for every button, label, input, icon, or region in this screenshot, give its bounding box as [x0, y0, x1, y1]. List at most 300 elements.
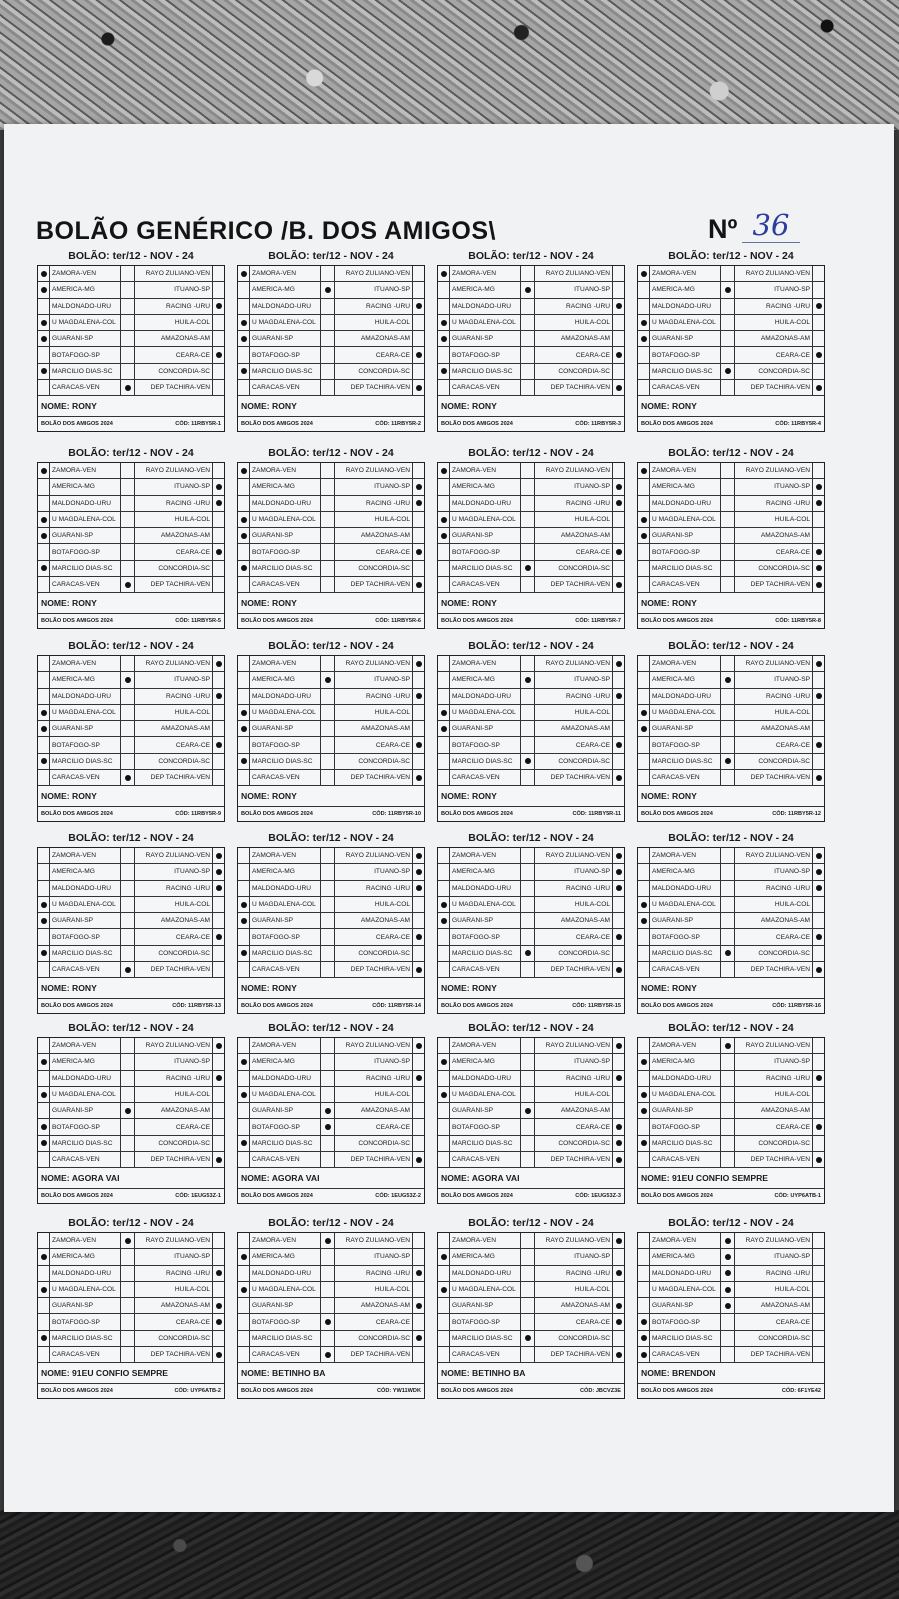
pick-away-cell[interactable] [213, 561, 224, 576]
pick-home-cell[interactable] [238, 266, 249, 281]
pick-draw-cell[interactable] [721, 721, 735, 736]
pick-home-cell[interactable] [238, 770, 249, 785]
pick-home-cell[interactable] [238, 544, 249, 559]
pick-draw-cell[interactable] [321, 315, 335, 330]
pick-away-cell[interactable] [613, 463, 624, 478]
pick-draw-cell[interactable] [321, 561, 335, 576]
pick-home-cell[interactable] [638, 1298, 649, 1313]
pick-away-cell[interactable] [213, 1054, 224, 1069]
pick-away-cell[interactable] [413, 770, 424, 785]
pick-away-cell[interactable] [613, 1331, 624, 1346]
pick-home-cell[interactable] [38, 1119, 49, 1134]
pick-home-cell[interactable] [238, 1266, 249, 1281]
pick-draw-cell[interactable] [121, 946, 135, 961]
pick-away-cell[interactable] [213, 962, 224, 977]
pick-away-cell[interactable] [613, 1152, 624, 1167]
pick-draw-cell[interactable] [121, 737, 135, 752]
pick-away-cell[interactable] [213, 721, 224, 736]
pick-home-cell[interactable] [438, 737, 449, 752]
pick-draw-cell[interactable] [521, 656, 535, 671]
pick-home-cell[interactable] [438, 1071, 449, 1086]
pick-home-cell[interactable] [438, 689, 449, 704]
pick-draw-cell[interactable] [721, 1298, 735, 1313]
pick-draw-cell[interactable] [521, 282, 535, 297]
pick-home-cell[interactable] [38, 672, 49, 687]
pick-draw-cell[interactable] [321, 1314, 335, 1329]
pick-away-cell[interactable] [413, 479, 424, 494]
pick-home-cell[interactable] [438, 1266, 449, 1281]
pick-draw-cell[interactable] [121, 1119, 135, 1134]
pick-home-cell[interactable] [238, 721, 249, 736]
pick-away-cell[interactable] [213, 864, 224, 879]
pick-away-cell[interactable] [213, 299, 224, 314]
pick-draw-cell[interactable] [521, 299, 535, 314]
pick-away-cell[interactable] [813, 1103, 824, 1118]
pick-home-cell[interactable] [638, 364, 649, 379]
pick-home-cell[interactable] [238, 331, 249, 346]
pick-draw-cell[interactable] [121, 1233, 135, 1248]
pick-away-cell[interactable] [413, 1298, 424, 1313]
pick-draw-cell[interactable] [321, 1298, 335, 1313]
pick-away-cell[interactable] [613, 929, 624, 944]
pick-home-cell[interactable] [438, 656, 449, 671]
pick-away-cell[interactable] [413, 1282, 424, 1297]
pick-away-cell[interactable] [813, 1119, 824, 1134]
pick-draw-cell[interactable] [321, 577, 335, 592]
pick-home-cell[interactable] [438, 315, 449, 330]
pick-home-cell[interactable] [38, 913, 49, 928]
pick-draw-cell[interactable] [721, 282, 735, 297]
pick-draw-cell[interactable] [521, 1119, 535, 1134]
pick-home-cell[interactable] [638, 266, 649, 281]
pick-draw-cell[interactable] [721, 913, 735, 928]
pick-draw-cell[interactable] [121, 512, 135, 527]
pick-draw-cell[interactable] [121, 496, 135, 511]
pick-away-cell[interactable] [413, 1266, 424, 1281]
pick-draw-cell[interactable] [721, 1331, 735, 1346]
pick-home-cell[interactable] [38, 479, 49, 494]
pick-draw-cell[interactable] [321, 380, 335, 395]
pick-home-cell[interactable] [638, 962, 649, 977]
pick-draw-cell[interactable] [321, 1266, 335, 1281]
pick-draw-cell[interactable] [521, 331, 535, 346]
pick-draw-cell[interactable] [321, 1038, 335, 1053]
pick-away-cell[interactable] [613, 364, 624, 379]
pick-away-cell[interactable] [613, 1119, 624, 1134]
pick-away-cell[interactable] [413, 1038, 424, 1053]
pick-draw-cell[interactable] [321, 512, 335, 527]
pick-draw-cell[interactable] [121, 1136, 135, 1151]
pick-away-cell[interactable] [813, 864, 824, 879]
pick-draw-cell[interactable] [121, 1249, 135, 1264]
pick-home-cell[interactable] [38, 315, 49, 330]
pick-away-cell[interactable] [213, 544, 224, 559]
pick-draw-cell[interactable] [721, 331, 735, 346]
pick-draw-cell[interactable] [721, 1136, 735, 1151]
pick-home-cell[interactable] [438, 913, 449, 928]
pick-home-cell[interactable] [238, 1298, 249, 1313]
pick-away-cell[interactable] [813, 496, 824, 511]
pick-draw-cell[interactable] [321, 1119, 335, 1134]
pick-draw-cell[interactable] [121, 1298, 135, 1313]
pick-home-cell[interactable] [238, 881, 249, 896]
pick-draw-cell[interactable] [521, 1282, 535, 1297]
pick-away-cell[interactable] [813, 315, 824, 330]
pick-home-cell[interactable] [38, 463, 49, 478]
pick-away-cell[interactable] [813, 512, 824, 527]
pick-draw-cell[interactable] [121, 331, 135, 346]
pick-home-cell[interactable] [638, 561, 649, 576]
pick-home-cell[interactable] [438, 672, 449, 687]
pick-draw-cell[interactable] [121, 1087, 135, 1102]
pick-home-cell[interactable] [238, 364, 249, 379]
pick-draw-cell[interactable] [721, 1314, 735, 1329]
pick-home-cell[interactable] [238, 656, 249, 671]
pick-home-cell[interactable] [438, 848, 449, 863]
pick-draw-cell[interactable] [121, 299, 135, 314]
pick-away-cell[interactable] [813, 1298, 824, 1313]
pick-away-cell[interactable] [213, 689, 224, 704]
pick-home-cell[interactable] [238, 1087, 249, 1102]
pick-home-cell[interactable] [38, 1314, 49, 1329]
pick-home-cell[interactable] [238, 1038, 249, 1053]
pick-home-cell[interactable] [438, 479, 449, 494]
pick-away-cell[interactable] [813, 1071, 824, 1086]
pick-away-cell[interactable] [813, 331, 824, 346]
pick-away-cell[interactable] [413, 266, 424, 281]
pick-draw-cell[interactable] [521, 1331, 535, 1346]
pick-draw-cell[interactable] [721, 347, 735, 362]
pick-home-cell[interactable] [638, 299, 649, 314]
pick-home-cell[interactable] [638, 656, 649, 671]
pick-away-cell[interactable] [413, 1103, 424, 1118]
pick-away-cell[interactable] [813, 913, 824, 928]
pick-away-cell[interactable] [813, 770, 824, 785]
pick-away-cell[interactable] [413, 299, 424, 314]
pick-draw-cell[interactable] [321, 331, 335, 346]
pick-home-cell[interactable] [38, 1347, 49, 1362]
pick-away-cell[interactable] [213, 754, 224, 769]
pick-draw-cell[interactable] [121, 1071, 135, 1086]
pick-away-cell[interactable] [813, 528, 824, 543]
pick-draw-cell[interactable] [521, 721, 535, 736]
pick-draw-cell[interactable] [521, 1136, 535, 1151]
pick-away-cell[interactable] [613, 1282, 624, 1297]
pick-home-cell[interactable] [638, 1087, 649, 1102]
pick-away-cell[interactable] [613, 380, 624, 395]
pick-draw-cell[interactable] [321, 1136, 335, 1151]
pick-draw-cell[interactable] [321, 1347, 335, 1362]
pick-home-cell[interactable] [638, 282, 649, 297]
pick-draw-cell[interactable] [521, 479, 535, 494]
pick-draw-cell[interactable] [321, 463, 335, 478]
pick-draw-cell[interactable] [321, 496, 335, 511]
pick-draw-cell[interactable] [521, 463, 535, 478]
pick-home-cell[interactable] [38, 864, 49, 879]
pick-home-cell[interactable] [438, 897, 449, 912]
pick-away-cell[interactable] [813, 1249, 824, 1264]
pick-draw-cell[interactable] [321, 962, 335, 977]
pick-draw-cell[interactable] [521, 1233, 535, 1248]
pick-away-cell[interactable] [613, 656, 624, 671]
pick-home-cell[interactable] [638, 479, 649, 494]
pick-away-cell[interactable] [213, 1282, 224, 1297]
pick-home-cell[interactable] [638, 705, 649, 720]
pick-draw-cell[interactable] [721, 1266, 735, 1281]
pick-draw-cell[interactable] [121, 347, 135, 362]
pick-home-cell[interactable] [638, 721, 649, 736]
pick-home-cell[interactable] [38, 848, 49, 863]
pick-home-cell[interactable] [238, 962, 249, 977]
pick-home-cell[interactable] [638, 737, 649, 752]
pick-away-cell[interactable] [813, 544, 824, 559]
pick-home-cell[interactable] [38, 347, 49, 362]
pick-home-cell[interactable] [238, 561, 249, 576]
pick-away-cell[interactable] [213, 1136, 224, 1151]
pick-home-cell[interactable] [238, 1249, 249, 1264]
pick-away-cell[interactable] [813, 1347, 824, 1362]
pick-draw-cell[interactable] [521, 929, 535, 944]
pick-home-cell[interactable] [638, 496, 649, 511]
pick-draw-cell[interactable] [521, 770, 535, 785]
pick-draw-cell[interactable] [521, 1249, 535, 1264]
pick-draw-cell[interactable] [721, 544, 735, 559]
pick-draw-cell[interactable] [721, 528, 735, 543]
pick-draw-cell[interactable] [121, 864, 135, 879]
pick-home-cell[interactable] [638, 331, 649, 346]
pick-away-cell[interactable] [213, 528, 224, 543]
pick-away-cell[interactable] [813, 1331, 824, 1346]
pick-away-cell[interactable] [813, 1233, 824, 1248]
pick-away-cell[interactable] [613, 1249, 624, 1264]
pick-home-cell[interactable] [38, 1233, 49, 1248]
pick-home-cell[interactable] [238, 864, 249, 879]
pick-away-cell[interactable] [413, 512, 424, 527]
pick-away-cell[interactable] [413, 864, 424, 879]
pick-away-cell[interactable] [413, 705, 424, 720]
pick-draw-cell[interactable] [321, 364, 335, 379]
pick-away-cell[interactable] [613, 705, 624, 720]
pick-draw-cell[interactable] [521, 1054, 535, 1069]
pick-draw-cell[interactable] [321, 770, 335, 785]
pick-draw-cell[interactable] [721, 754, 735, 769]
pick-away-cell[interactable] [813, 561, 824, 576]
pick-draw-cell[interactable] [321, 1233, 335, 1248]
pick-home-cell[interactable] [38, 1136, 49, 1151]
pick-draw-cell[interactable] [321, 1249, 335, 1264]
pick-away-cell[interactable] [813, 1266, 824, 1281]
pick-home-cell[interactable] [438, 1298, 449, 1313]
pick-away-cell[interactable] [413, 347, 424, 362]
pick-away-cell[interactable] [613, 897, 624, 912]
pick-draw-cell[interactable] [521, 266, 535, 281]
pick-draw-cell[interactable] [521, 496, 535, 511]
pick-draw-cell[interactable] [121, 1152, 135, 1167]
pick-home-cell[interactable] [238, 512, 249, 527]
pick-home-cell[interactable] [238, 1119, 249, 1134]
pick-draw-cell[interactable] [121, 929, 135, 944]
pick-draw-cell[interactable] [121, 754, 135, 769]
pick-draw-cell[interactable] [521, 913, 535, 928]
pick-home-cell[interactable] [638, 1038, 649, 1053]
pick-home-cell[interactable] [38, 1071, 49, 1086]
pick-draw-cell[interactable] [321, 864, 335, 879]
pick-home-cell[interactable] [638, 1314, 649, 1329]
pick-away-cell[interactable] [413, 1331, 424, 1346]
pick-away-cell[interactable] [413, 881, 424, 896]
pick-draw-cell[interactable] [721, 512, 735, 527]
pick-home-cell[interactable] [38, 561, 49, 576]
pick-home-cell[interactable] [638, 913, 649, 928]
pick-away-cell[interactable] [213, 1298, 224, 1313]
pick-away-cell[interactable] [813, 848, 824, 863]
pick-draw-cell[interactable] [521, 848, 535, 863]
pick-away-cell[interactable] [813, 266, 824, 281]
pick-draw-cell[interactable] [321, 689, 335, 704]
pick-draw-cell[interactable] [121, 705, 135, 720]
pick-away-cell[interactable] [413, 1347, 424, 1362]
pick-home-cell[interactable] [438, 364, 449, 379]
pick-away-cell[interactable] [213, 331, 224, 346]
pick-home-cell[interactable] [638, 848, 649, 863]
pick-away-cell[interactable] [813, 1038, 824, 1053]
pick-away-cell[interactable] [613, 946, 624, 961]
pick-draw-cell[interactable] [521, 544, 535, 559]
pick-away-cell[interactable] [213, 1347, 224, 1362]
pick-away-cell[interactable] [613, 1298, 624, 1313]
pick-away-cell[interactable] [613, 770, 624, 785]
pick-away-cell[interactable] [413, 364, 424, 379]
pick-draw-cell[interactable] [721, 315, 735, 330]
pick-away-cell[interactable] [213, 656, 224, 671]
pick-home-cell[interactable] [38, 282, 49, 297]
pick-draw-cell[interactable] [521, 1314, 535, 1329]
pick-home-cell[interactable] [38, 364, 49, 379]
pick-draw-cell[interactable] [721, 864, 735, 879]
pick-home-cell[interactable] [38, 266, 49, 281]
pick-home-cell[interactable] [238, 689, 249, 704]
pick-away-cell[interactable] [613, 1347, 624, 1362]
pick-home-cell[interactable] [438, 266, 449, 281]
pick-away-cell[interactable] [613, 721, 624, 736]
pick-home-cell[interactable] [38, 1266, 49, 1281]
pick-draw-cell[interactable] [721, 1071, 735, 1086]
pick-away-cell[interactable] [613, 561, 624, 576]
pick-draw-cell[interactable] [121, 266, 135, 281]
pick-draw-cell[interactable] [721, 1282, 735, 1297]
pick-draw-cell[interactable] [321, 1152, 335, 1167]
pick-home-cell[interactable] [438, 1331, 449, 1346]
pick-draw-cell[interactable] [121, 1054, 135, 1069]
pick-draw-cell[interactable] [121, 897, 135, 912]
pick-home-cell[interactable] [438, 1087, 449, 1102]
pick-away-cell[interactable] [213, 512, 224, 527]
pick-away-cell[interactable] [613, 737, 624, 752]
pick-home-cell[interactable] [238, 1347, 249, 1362]
pick-home-cell[interactable] [238, 347, 249, 362]
pick-away-cell[interactable] [413, 577, 424, 592]
pick-draw-cell[interactable] [321, 1071, 335, 1086]
pick-away-cell[interactable] [613, 1071, 624, 1086]
pick-draw-cell[interactable] [321, 282, 335, 297]
pick-home-cell[interactable] [238, 1071, 249, 1086]
pick-away-cell[interactable] [813, 656, 824, 671]
pick-home-cell[interactable] [438, 721, 449, 736]
pick-draw-cell[interactable] [721, 577, 735, 592]
pick-away-cell[interactable] [213, 1071, 224, 1086]
pick-draw-cell[interactable] [321, 754, 335, 769]
pick-draw-cell[interactable] [721, 1103, 735, 1118]
pick-away-cell[interactable] [613, 1266, 624, 1281]
pick-home-cell[interactable] [438, 946, 449, 961]
pick-home-cell[interactable] [238, 1314, 249, 1329]
pick-home-cell[interactable] [438, 1054, 449, 1069]
pick-draw-cell[interactable] [321, 1054, 335, 1069]
pick-home-cell[interactable] [638, 1054, 649, 1069]
pick-home-cell[interactable] [38, 705, 49, 720]
pick-away-cell[interactable] [413, 656, 424, 671]
pick-away-cell[interactable] [213, 848, 224, 863]
pick-home-cell[interactable] [638, 1249, 649, 1264]
pick-home-cell[interactable] [38, 689, 49, 704]
pick-home-cell[interactable] [38, 897, 49, 912]
pick-home-cell[interactable] [638, 689, 649, 704]
pick-draw-cell[interactable] [121, 721, 135, 736]
pick-home-cell[interactable] [438, 705, 449, 720]
pick-draw-cell[interactable] [521, 705, 535, 720]
pick-home-cell[interactable] [238, 282, 249, 297]
pick-away-cell[interactable] [413, 1249, 424, 1264]
pick-home-cell[interactable] [438, 1249, 449, 1264]
pick-draw-cell[interactable] [521, 864, 535, 879]
pick-home-cell[interactable] [438, 331, 449, 346]
pick-home-cell[interactable] [38, 1054, 49, 1069]
pick-home-cell[interactable] [38, 1152, 49, 1167]
pick-away-cell[interactable] [213, 929, 224, 944]
pick-draw-cell[interactable] [321, 929, 335, 944]
pick-home-cell[interactable] [438, 561, 449, 576]
pick-home-cell[interactable] [438, 1347, 449, 1362]
pick-draw-cell[interactable] [121, 1314, 135, 1329]
pick-away-cell[interactable] [413, 561, 424, 576]
pick-draw-cell[interactable] [521, 528, 535, 543]
pick-away-cell[interactable] [413, 1054, 424, 1069]
pick-draw-cell[interactable] [721, 1038, 735, 1053]
pick-draw-cell[interactable] [121, 770, 135, 785]
pick-away-cell[interactable] [213, 1266, 224, 1281]
pick-draw-cell[interactable] [121, 561, 135, 576]
pick-away-cell[interactable] [213, 380, 224, 395]
pick-home-cell[interactable] [438, 577, 449, 592]
pick-away-cell[interactable] [413, 1152, 424, 1167]
pick-draw-cell[interactable] [121, 848, 135, 863]
pick-away-cell[interactable] [413, 689, 424, 704]
pick-home-cell[interactable] [438, 1136, 449, 1151]
pick-away-cell[interactable] [413, 496, 424, 511]
pick-away-cell[interactable] [413, 754, 424, 769]
pick-away-cell[interactable] [413, 1136, 424, 1151]
pick-home-cell[interactable] [638, 528, 649, 543]
pick-home-cell[interactable] [238, 380, 249, 395]
pick-away-cell[interactable] [213, 737, 224, 752]
pick-draw-cell[interactable] [721, 1347, 735, 1362]
pick-draw-cell[interactable] [121, 1266, 135, 1281]
pick-draw-cell[interactable] [321, 946, 335, 961]
pick-draw-cell[interactable] [521, 1071, 535, 1086]
pick-home-cell[interactable] [638, 672, 649, 687]
pick-away-cell[interactable] [613, 913, 624, 928]
pick-draw-cell[interactable] [121, 1103, 135, 1118]
